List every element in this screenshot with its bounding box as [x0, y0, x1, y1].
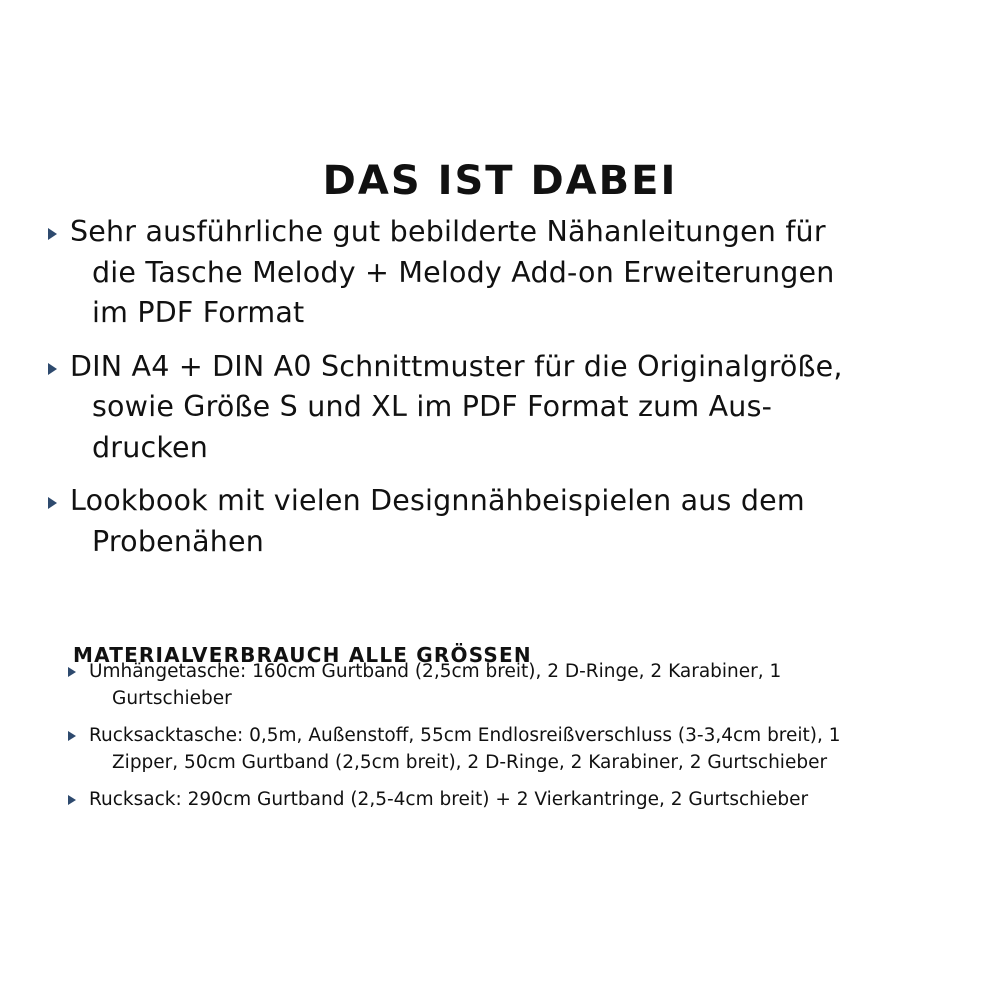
list-item-line: Probenähen [92, 524, 265, 558]
triangle-bullet-icon [68, 731, 76, 741]
triangle-bullet-icon [68, 795, 76, 805]
material-item-line: Zipper, 50cm Gurtband (2,5cm breit), 2 D-Ringe, 2 Karabiner, 2 Gurtschieber [112, 752, 828, 773]
material-heading: MATERIALVERBRAUCH ALLE GRÖSSEN [73, 642, 532, 667]
material-item-line: Rucksack: 290cm Gurtband (2,5-4cm breit) + 2 Vierkantringe, 2 Gurtschieber [89, 789, 809, 810]
list-item-text [70, 347, 978, 469]
list-item-text [70, 212, 978, 334]
list-item [48, 481, 978, 562]
list-item-line: Lookbook mit vielen Designnähbeispielen aus dem [70, 484, 805, 517]
list-item-line: im PDF Format [92, 296, 305, 329]
list-item-line: drucken [92, 430, 209, 464]
material-item-line: Gurtschieber [112, 688, 232, 709]
list-item-text [70, 481, 978, 562]
material-list [68, 658, 968, 823]
material-item [68, 786, 968, 813]
material-item-line: Rucksacktasche: 0,5m, Außenstoff, 55cm Endlosreißverschluss (3-3,4cm breit), 1 [89, 725, 841, 746]
included-items-list [48, 212, 978, 575]
list-item-line: Sehr ausführliche gut bebilderte Nähanleitungen für [70, 215, 826, 248]
list-item [48, 212, 978, 334]
triangle-bullet-icon [48, 228, 57, 240]
page-title: DAS IST DABEI [322, 157, 678, 204]
material-item-line: Umhängetasche: 160cm Gurtband (2,5cm breit), 2 D-Ringe, 2 Karabiner, 1 [89, 661, 782, 682]
triangle-bullet-icon [68, 667, 76, 677]
material-item [68, 722, 968, 776]
list-item-line: DIN A4 + DIN A0 Schnittmuster für die Originalgröße, [70, 349, 843, 383]
material-item [68, 658, 968, 712]
list-item [48, 347, 978, 469]
list-item-line: sowie Größe S und XL im PDF Format zum Aus- [92, 390, 773, 423]
list-item-line: die Tasche Melody + Melody Add-on Erweiterungen [92, 255, 835, 289]
triangle-bullet-icon [48, 363, 57, 375]
triangle-bullet-icon [48, 497, 57, 509]
